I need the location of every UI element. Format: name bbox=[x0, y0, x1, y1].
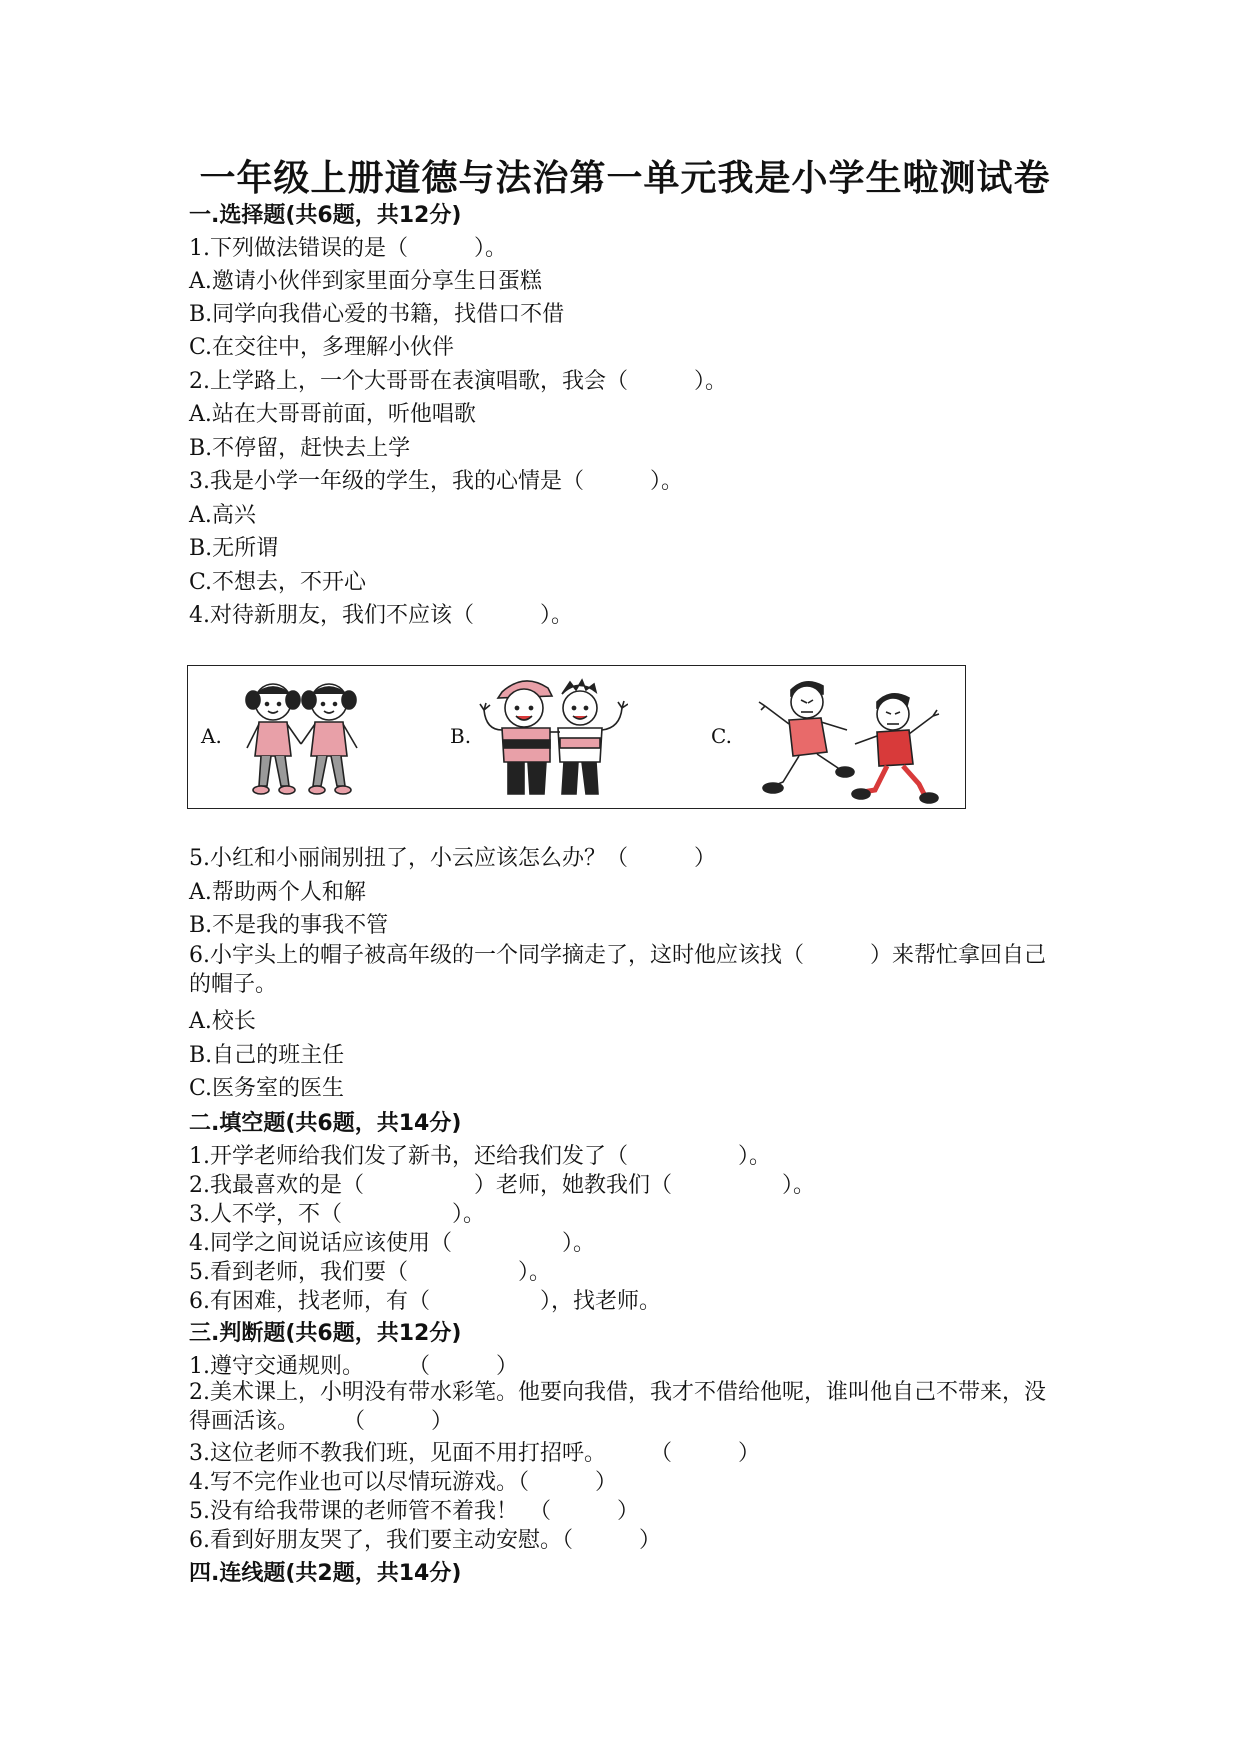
option-line: A.高兴 bbox=[189, 503, 256, 528]
question-line: 1.遵守交通规则。 （ ） bbox=[189, 1354, 518, 1379]
two-girls-holding-hands-illustration bbox=[233, 674, 373, 802]
question-line: 2.美术课上，小明没有带水彩笔。他要向我借，我才不借给他呢，谁叫他自己不带来，没得画活该。 （ ） bbox=[189, 1380, 1046, 1434]
question-line: 5.看到老师，我们要（ ）。 bbox=[189, 1260, 551, 1285]
two-boys-hugging-illustration bbox=[478, 670, 628, 804]
question-line: 4.同学之间说话应该使用（ ）。 bbox=[189, 1231, 595, 1256]
picture-options-box bbox=[187, 665, 966, 809]
page-title: 一年级上册道德与法治第一单元我是小学生啦测试卷 bbox=[199, 158, 1051, 199]
picture-label-a: A. bbox=[201, 724, 222, 748]
option-line: B.同学向我借心爱的书籍，找借口不借 bbox=[189, 302, 565, 327]
option-line: C.医务室的医生 bbox=[189, 1076, 345, 1101]
picture-label-b: B. bbox=[450, 724, 472, 748]
question-line: 4.写不完作业也可以尽情玩游戏。（ ） bbox=[189, 1470, 617, 1495]
question-line: 6.看到好朋友哭了，我们要主动安慰。（ ） bbox=[189, 1528, 661, 1553]
option-line: A.邀请小伙伴到家里面分享生日蛋糕 bbox=[189, 269, 542, 294]
option-line: C.不想去，不开心 bbox=[189, 570, 367, 595]
section-heading-choice: 一.选择题(共6题，共12分) bbox=[189, 203, 462, 228]
question-line: 6.小宇头上的帽子被高年级的一个同学摘走了，这时他应该找（ ）来帮忙拿回自己的帽子。 bbox=[189, 943, 1046, 997]
picture-label-c: C. bbox=[711, 724, 732, 748]
option-line: A.站在大哥哥前面，听他唱歌 bbox=[189, 402, 476, 427]
option-line: A.校长 bbox=[189, 1009, 256, 1034]
question-line: 5.没有给我带课的老师管不着我！ （ ） bbox=[189, 1499, 639, 1524]
question-line: 2.上学路上，一个大哥哥在表演唱歌，我会（ ）。 bbox=[189, 369, 727, 394]
question-line: 1.开学老师给我们发了新书，还给我们发了（ ）。 bbox=[189, 1144, 771, 1169]
option-line: C.在交往中，多理解小伙伴 bbox=[189, 335, 455, 360]
question-line: 4.对待新朋友，我们不应该（ ）。 bbox=[189, 603, 573, 628]
question-line: 3.我是小学一年级的学生，我的心情是（ ）。 bbox=[189, 469, 683, 494]
question-line: 2.我最喜欢的是（ ）老师，她教我们（ ）。 bbox=[189, 1173, 815, 1198]
question-line: 3.人不学，不（ ）。 bbox=[189, 1202, 485, 1227]
question-line: 3.这位老师不教我们班，见面不用打招呼。 （ ） bbox=[189, 1441, 760, 1466]
option-line: B.自己的班主任 bbox=[189, 1043, 345, 1068]
two-boys-fighting-illustration bbox=[743, 672, 953, 804]
option-line: B.无所谓 bbox=[189, 536, 279, 561]
question-line: 5.小红和小丽闹别扭了，小云应该怎么办？（ ） bbox=[189, 846, 716, 871]
question-line: 6.有困难，找老师，有（ ），找老师。 bbox=[189, 1289, 661, 1314]
section-heading-matching: 四.连线题(共2题，共14分) bbox=[189, 1561, 462, 1586]
section-heading-fill-blank: 二.填空题(共6题，共14分) bbox=[189, 1111, 462, 1136]
option-line: A.帮助两个人和解 bbox=[189, 880, 366, 905]
question-line: 1.下列做法错误的是（ ）。 bbox=[189, 236, 507, 261]
option-line: B.不是我的事我不管 bbox=[189, 913, 389, 938]
section-heading-true-false: 三.判断题(共6题，共12分) bbox=[189, 1321, 462, 1346]
option-line: B.不停留，赶快去上学 bbox=[189, 436, 411, 461]
